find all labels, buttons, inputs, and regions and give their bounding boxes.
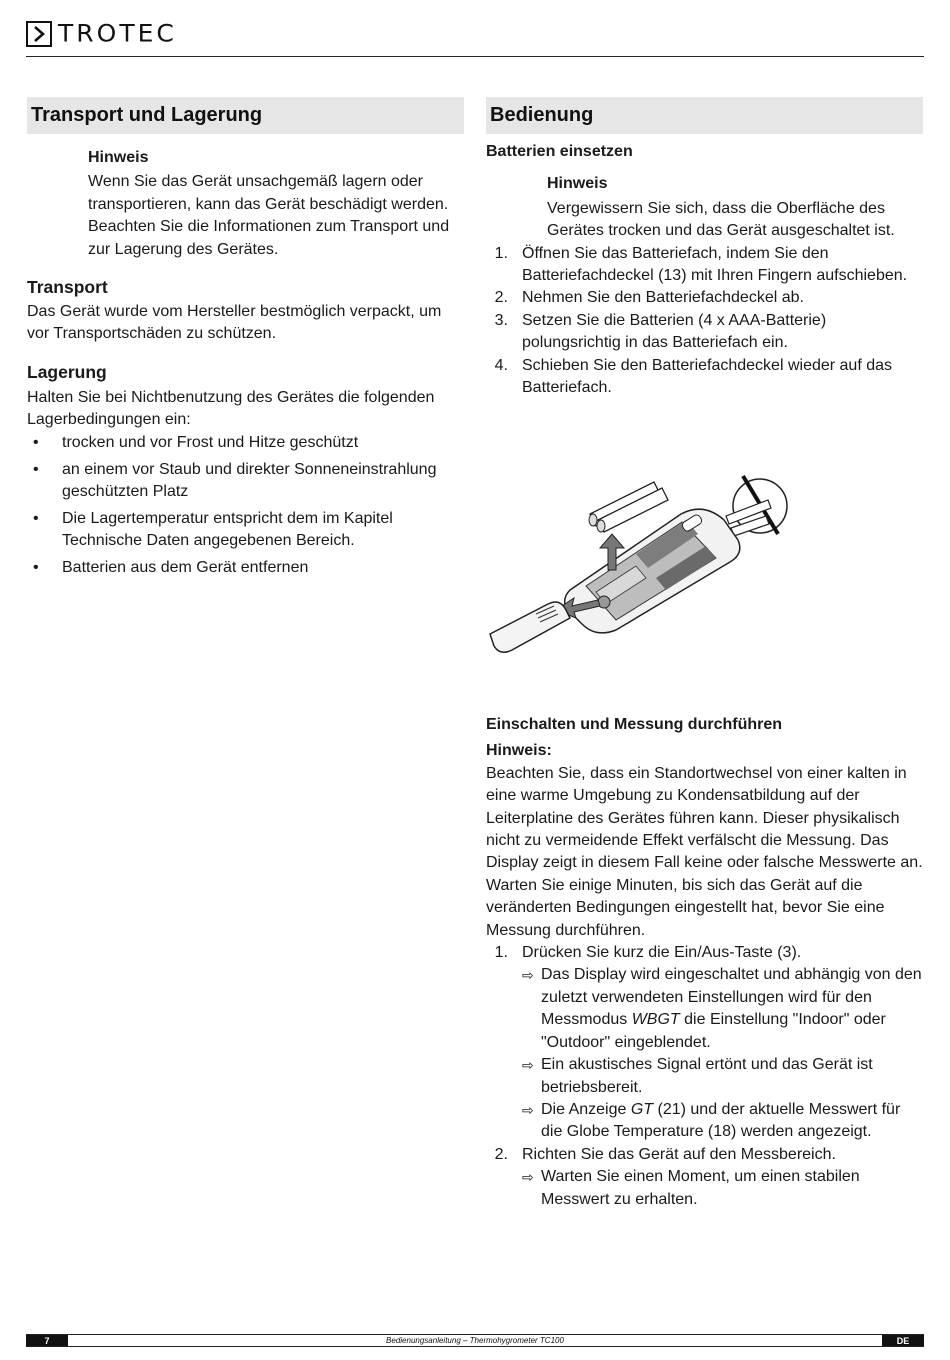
note-title: Hinweis (547, 175, 608, 193)
transport-text: Das Gerät wurde vom Hersteller bestmöglich verpackt, um vor Transportschäden zu schützen. (27, 303, 442, 343)
battery-icon (589, 482, 668, 532)
storage-intro: Halten Sie bei Nichtbenutzung des Gerätes die folgenden Lagerbedingungen ein: (27, 388, 435, 429)
batteries-heading: Batterien einsetzen (486, 143, 633, 160)
brand-name: TROTEC (58, 19, 177, 48)
logo-chevron-icon (26, 21, 52, 47)
result-arrow-icon: ⇨ (522, 1101, 534, 1118)
result-item: ⇨ Die Anzeige GT (21) und der aktuelle Messwert für die Globe Temperature (18) werden angezeigt. (522, 1100, 901, 1141)
note-text: Wenn Sie das Gerät unsachgemäß lagern oder transportieren, kann das Gerät beschädigt werden. Beachten Sie die Informationen zum Transport und zur Lagerung des Gerätes. (88, 173, 450, 258)
trotec-logo (26, 20, 177, 48)
result-item: ⇨ Das Display wird eingeschaltet und abhängig von den zuletzt verwendeten Einstellungen wird für den Messmodus WBGT die Einstellung "Indoor" oder "Outdoor" eingeblendet. (522, 966, 922, 1051)
storage-heading: Lagerung (27, 361, 107, 382)
result-item: ⇨ Warten Sie einen Moment, um einen stabilen Messwert zu erhalten. (522, 1168, 860, 1208)
result-list (522, 1166, 923, 1211)
result-arrow-icon: ⇨ (522, 1169, 534, 1186)
list-item: 2. Richten Sie das Gerät auf den Messbereich. ⇨ Warten Sie einen Moment, um einen stabilen Messwert zu erhalten. (486, 1144, 923, 1211)
note-title: Hinweis (88, 149, 149, 166)
measurement-note-title: Hinweis: (486, 742, 552, 760)
list-item: • Die Lagertemperatur entspricht dem im Kapitel Technische Daten angegebenen Bereich. (33, 509, 393, 550)
transport-heading: Transport (27, 277, 108, 298)
header-rule (26, 56, 924, 57)
section-title-transport: Transport und Lagerung (27, 97, 464, 134)
page-footer (26, 1334, 924, 1347)
list-item: 4. Schieben Sie den Batteriefachdeckel wieder auf das Batteriefach. (494, 356, 893, 397)
list-item: • trocken und vor Frost und Hitze geschützt (33, 433, 359, 451)
section-title-operation: Bedienung (486, 97, 923, 134)
page-number: 7 (26, 1335, 68, 1346)
list-item: 1. Öffnen Sie das Batteriefach, indem Sie den Batteriefachdeckel (13) mit Ihren Fingern aufschieben. (494, 244, 908, 285)
list-item: 2. Nehmen Sie den Batteriefachdeckel ab. (494, 289, 804, 307)
list-item: 3. Setzen Sie die Batterien (4 x AAA-Batterie) polungsrichtig in das Batteriefach ein. (494, 311, 827, 352)
measurement-note-text: Beachten Sie, dass ein Standortwechsel von einer kalten in eine warme Umgebung zu Kondensatbildung auf der Leiterplatine des Gerätes führen kann. Dieser physikalisch nicht zu vermeidende Effekt verfälscht die Messung. Das Display zeigt in diesem Fall keine oder falsche Messwerte an. Warten Sie einige Minuten, bis sich das Gerät auf die veränderten Bedingungen eingestellt hat, bevor Sie eine Messung durchführen. (486, 764, 923, 939)
note-text: Vergewissern Sie sich, dass die Oberfläche des Gerätes trocken und das Gerät ausgeschaltet ist. (547, 199, 895, 240)
left-column (27, 97, 464, 584)
measurement-heading: Einschalten und Messung durchführen (486, 716, 783, 733)
list-item: 1. Drücken Sie kurz die Ein/Aus-Taste (3). ⇨ Das Display wird eingeschaltet und abhängig von den zuletzt verwendeten Einstellungen wird für den Messmodus WBGT die Einstellung "Indoor" oder "Outdoor" eingeblendet. ⇨ Ein akustisches Signal ertönt und das Gerät ist betriebsbereit. ⇨ Die Anzeige GT (21) und der aktuelle Messwert für die Globe Temperature (18) werden angezeigt. (486, 942, 923, 1144)
result-arrow-icon: ⇨ (522, 1057, 534, 1074)
measurement-steps (486, 942, 923, 1211)
result-item: ⇨ Ein akustisches Signal ertönt und das Gerät ist betriebsbereit. (522, 1056, 873, 1096)
battery-insertion-illustration (486, 462, 796, 667)
battery-steps (486, 243, 923, 400)
list-item: • an einem vor Staub und direkter Sonneneinstrahlung geschützten Platz (33, 460, 437, 500)
measurement-section (486, 714, 923, 1211)
footer-title: Bedienungsanleitung – Thermohygrometer TC100 (386, 1336, 564, 1345)
right-column (486, 97, 923, 399)
list-item: • Batterien aus dem Gerät entfernen (33, 559, 309, 577)
batteries-note (486, 173, 923, 242)
storage-note (27, 147, 464, 261)
result-arrow-icon: ⇨ (522, 967, 534, 984)
storage-list (27, 432, 464, 580)
battery-cover (490, 602, 570, 652)
result-list (522, 964, 923, 1143)
language-badge: DE (882, 1335, 924, 1346)
